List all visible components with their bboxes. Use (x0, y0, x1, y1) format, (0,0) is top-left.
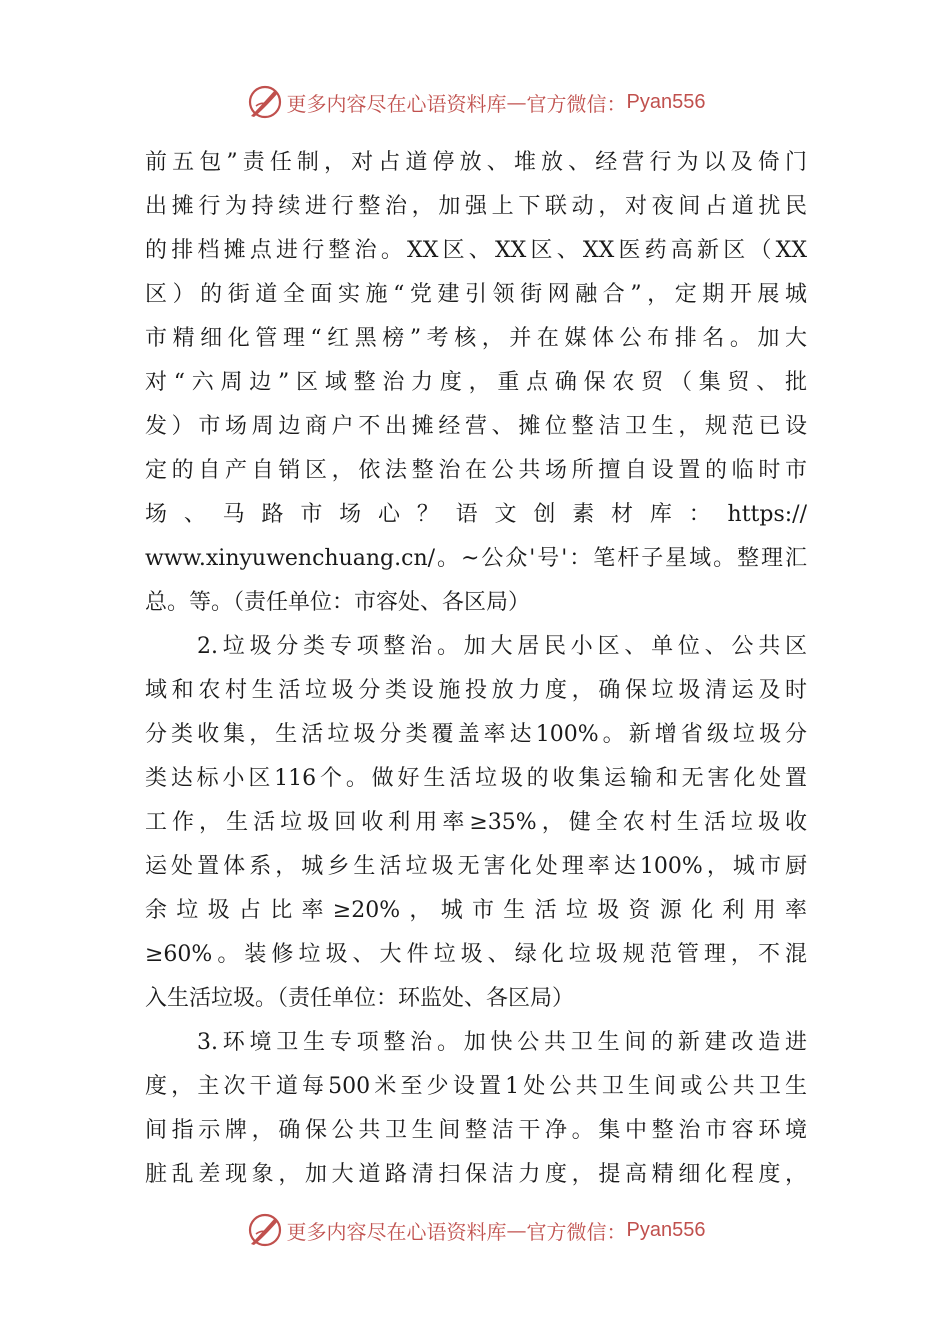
text-line: 场、马路市场心？语文创素材库：https:// (145, 502, 807, 527)
text-line: 运处置体系，城乡生活垃圾无害化处理率达100%，城市厨 (145, 854, 807, 879)
banner-dash: — (506, 90, 527, 114)
text-line: 入生活垃圾。（责任单位：环监处、各区局） (145, 986, 575, 1011)
pen-logo-icon (245, 82, 285, 122)
footer-banner[interactable] (0, 1208, 950, 1252)
text-line: 定的自产自销区，依法整治在公共场所擅自设置的临时市 (145, 458, 807, 483)
text-line: 对“六周边”区域整治力度，重点确保农贸（集贸、批 (145, 370, 807, 395)
text-line: 总。等。（责任单位：市容处、各区局） (145, 590, 531, 615)
banner-slogan: 更多内容尽在心语资料库 (286, 91, 507, 116)
pen-logo-icon (245, 1210, 285, 1250)
banner-wechat-label: 官方微信： (526, 1219, 627, 1244)
text-line: 市精细化管理“红黑榜”考核，并在媒体公布排名。加大 (145, 326, 807, 351)
text-line: 区）的街道全面实施“党建引领街网融合”，定期开展城 (145, 282, 807, 307)
banner-slogan: 更多内容尽在心语资料库 (286, 1219, 507, 1244)
text-line: 2.垃圾分类专项整治。加大居民小区、单位、公共区 (197, 634, 807, 659)
text-line: 的排档摊点进行整治。XX区、XX区、XX医药高新区（XX (145, 238, 807, 263)
banner-wechat-handle[interactable]: Pyan556 (626, 1218, 706, 1241)
text-line: www.xinyuwenchuang.cn/。~公众'号'：笔杆子星域。整理汇 (145, 546, 807, 571)
text-line: 工作，生活垃圾回收利用率≥35%，健全农村生活垃圾收 (145, 810, 807, 835)
text-line: 类达标小区116个。做好生活垃圾的收集运输和无害化处置 (145, 766, 807, 791)
text-line: 度，主次干道每500米至少设置1处公共卫生间或公共卫生 (145, 1074, 807, 1099)
text-line: 余垃圾占比率≥20%，城市生活垃圾资源化利用率 (145, 898, 807, 923)
text-line: 发）市场周边商户不出摊经营、摊位整洁卫生，规范已设 (145, 414, 807, 439)
text-line: 域和农村生活垃圾分类设施投放力度，确保垃圾清运及时 (145, 678, 807, 703)
banner-wechat-handle[interactable]: Pyan556 (626, 90, 706, 113)
text-line: 3.环境卫生专项整治。加快公共卫生间的新建改造进 (197, 1030, 807, 1055)
text-line: 出摊行为持续进行整治，加强上下联动，对夜间占道扰民 (145, 194, 807, 219)
text-line: 前五包”责任制，对占道停放、堆放、经营行为以及倚门 (145, 150, 807, 175)
text-line: 分类收集，生活垃圾分类覆盖率达100%。新增省级垃圾分 (145, 722, 807, 747)
header-banner[interactable] (0, 80, 950, 124)
banner-dash: — (506, 1218, 527, 1242)
document-body (145, 141, 807, 1197)
banner-wechat-label: 官方微信： (526, 91, 627, 116)
text-line: ≥60%。装修垃圾、大件垃圾、绿化垃圾规范管理，不混 (145, 942, 807, 967)
text-line: 间指示牌，确保公共卫生间整洁干净。集中整治市容环境 (145, 1118, 807, 1143)
text-line: 脏乱差现象，加大道路清扫保洁力度，提高精细化程度， (145, 1162, 807, 1187)
